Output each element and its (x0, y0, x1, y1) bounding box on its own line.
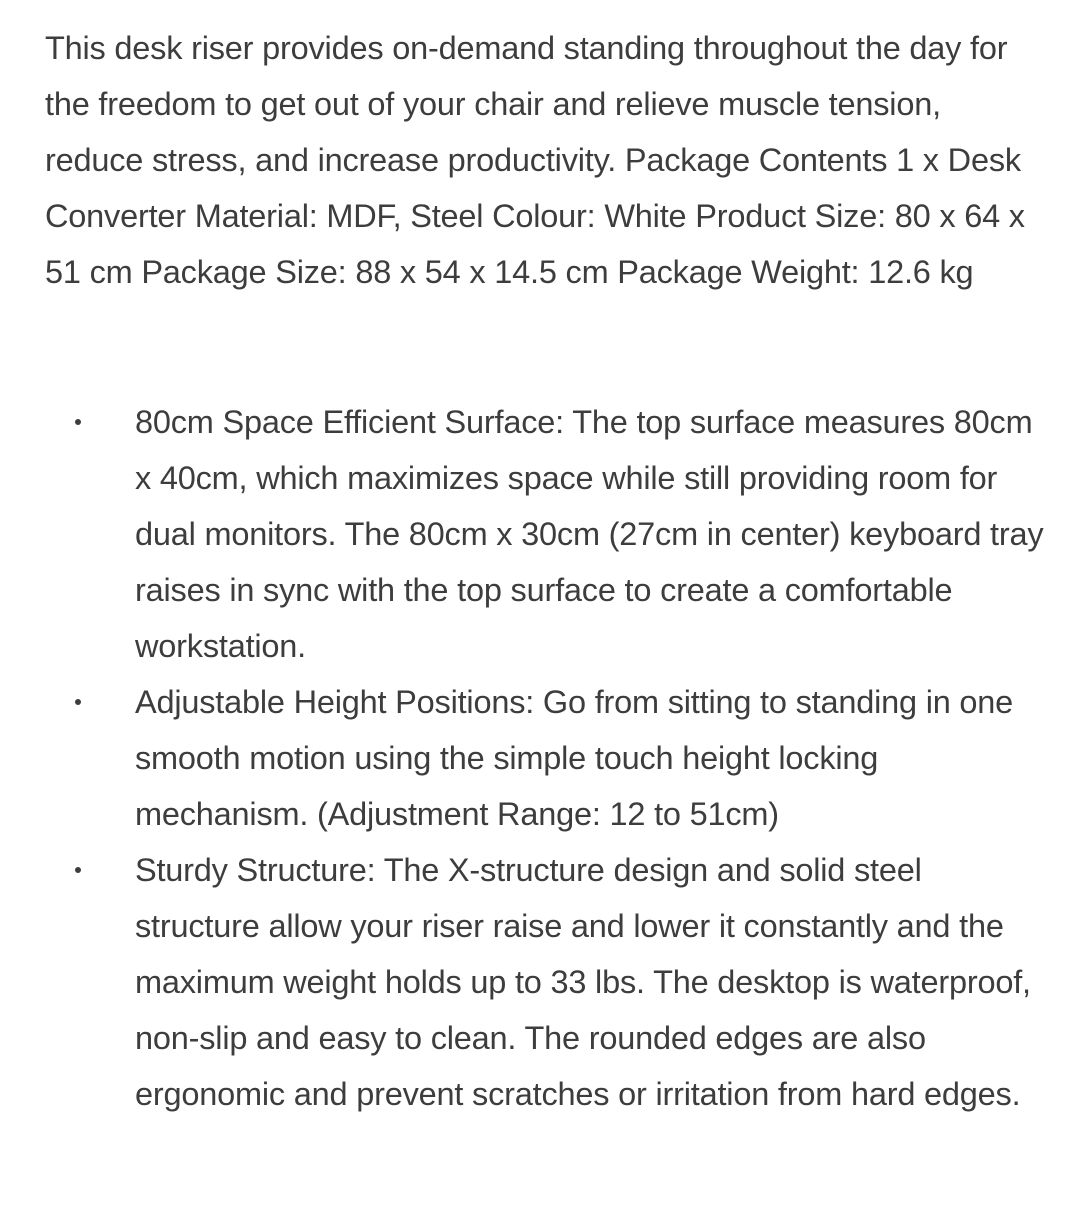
bullet-icon (75, 867, 81, 873)
product-details (45, 20, 1045, 1112)
bullet-icon (75, 419, 81, 425)
feature-item (45, 842, 1045, 1122)
bullet-icon (75, 699, 81, 705)
feature-list (45, 394, 1045, 1122)
feature-text: Adjustable Height Positions: Go from sitting to standing in one smooth motion using the simple touch height locking mechanism. (Adjustment Range: 12 to 51cm) (135, 684, 1014, 832)
feature-text: 80cm Space Efficient Surface: The top surface measures 80cm x 40cm, which maximizes space while still providing room for dual monitors. The 80cm x 30cm (27cm in center) keyboard tray raises in sync with the top surface to create a comfortable workstation. (135, 404, 1044, 664)
feature-item (45, 674, 1045, 842)
feature-text: Sturdy Structure: The X-structure design and solid steel structure allow your riser raise and lower it constantly and the maximum weight holds up to 33 lbs. The desktop is waterproof, non-slip and easy to clean. The rounded edges are also ergonomic and prevent scratches or irritation from hard edges. (135, 852, 1031, 1112)
product-description: This desk riser provides on-demand standing throughout the day for the freedom to get out of your chair and relieve muscle tension, reduce stress, and increase productivity. Package Contents 1 x Desk Converter Material: MDF, Steel Colour: White Product Size: 80 x 64 x 51 cm Package Size: 88 x 54 x 14.5 cm Package Weight: 12.6 kg (45, 30, 1025, 290)
feature-item (45, 394, 1045, 674)
